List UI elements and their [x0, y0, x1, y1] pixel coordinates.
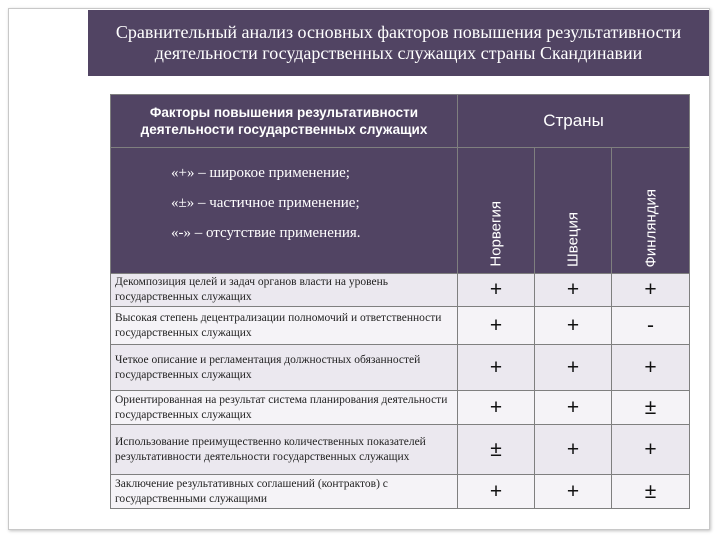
country-header-sweden [535, 148, 612, 274]
countries-header: Страны [458, 95, 690, 148]
factor-cell: Декомпозиция целей и задач органов власти на уровень государственных служащих [111, 274, 458, 307]
table-row [111, 274, 690, 307]
mark-cell: + [612, 274, 690, 307]
mark-cell: + [458, 475, 535, 509]
factor-cell: Высокая степень децентрализации полномочий и ответственности государственных служащих [111, 307, 458, 345]
factor-cell: Использование преимущественно количественных показателей результативности деятельности государственных служащих [111, 425, 458, 475]
mark-cell: + [535, 425, 612, 475]
mark-cell: + [535, 345, 612, 391]
comparison-table [110, 94, 690, 509]
legend-partial: «±» – частичное применение; [171, 195, 360, 211]
mark-cell: + [612, 425, 690, 475]
country-header-finland [612, 148, 690, 274]
mark-cell: + [535, 274, 612, 307]
mark-cell: + [535, 391, 612, 425]
mark-cell: + [535, 307, 612, 345]
mark-cell: + [458, 274, 535, 307]
mark-cell: ± [612, 391, 690, 425]
legend-wide: «+» – широкое применение; [171, 165, 350, 181]
table-row [111, 345, 690, 391]
country-label: Финляндия [642, 188, 659, 267]
country-header-norway [458, 148, 535, 274]
table-row [111, 391, 690, 425]
country-label: Швеция [564, 212, 582, 267]
mark-cell: ± [458, 425, 535, 475]
mark-cell: - [612, 307, 690, 345]
factor-cell: Заключение результативных соглашений (контрактов) с государственными служащими [111, 475, 458, 509]
table-row [111, 475, 690, 509]
legend-none: «-» – отсутствие применения. [171, 225, 361, 241]
factor-cell: Четкое описание и регламентация должностных обязанностей государственных служащих [111, 345, 458, 391]
slide-title: Сравнительный анализ основных факторов повышения результативности деятельности государственных служащих страны Скандинавии [88, 10, 709, 76]
legend [111, 148, 458, 274]
mark-cell: + [458, 345, 535, 391]
mark-cell: + [612, 345, 690, 391]
factor-cell: Ориентированная на результат система планирования деятельности государственных служащих [111, 391, 458, 425]
mark-cell: + [535, 475, 612, 509]
mark-cell: ± [612, 475, 690, 509]
factors-header: Факторы повышения результативности деятельности государственных служащих [111, 95, 458, 148]
mark-cell: + [458, 391, 535, 425]
country-label: Норвегия [487, 201, 505, 267]
table-row [111, 307, 690, 345]
table-row [111, 425, 690, 475]
mark-cell: + [458, 307, 535, 345]
